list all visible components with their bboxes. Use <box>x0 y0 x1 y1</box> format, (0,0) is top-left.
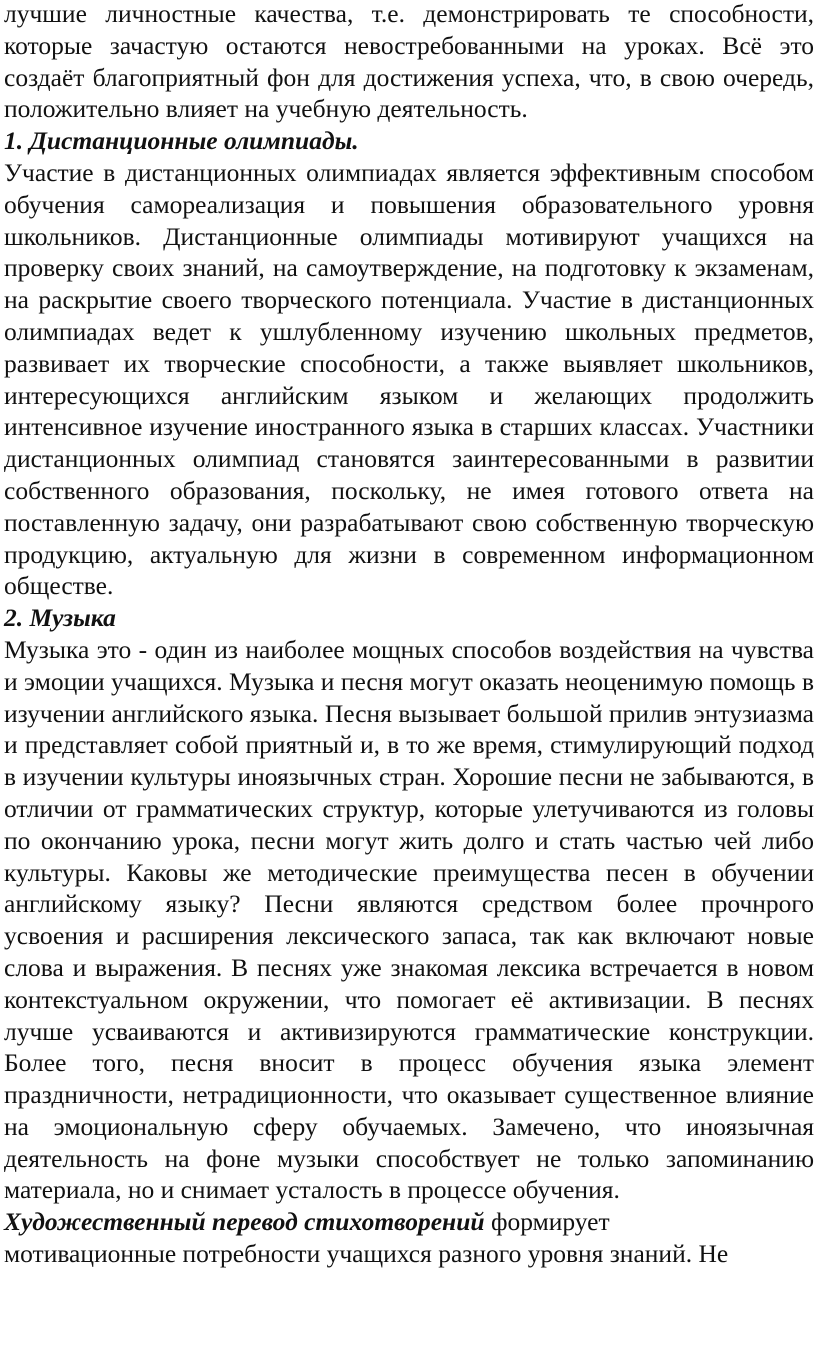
document-page <box>4 0 814 1270</box>
closing-text-line-1: формирует <box>490 1207 610 1237</box>
section-olympiads <box>4 125 814 602</box>
section-heading-music: 2. Музыка <box>4 603 116 633</box>
closing-line-1 <box>4 1206 814 1238</box>
section-heading-olympiads: 1. Дистанционные олимпиады. <box>4 126 359 156</box>
closing-text-line-2: мотивационные потребности учащихся разного уровня знаний. Не <box>4 1239 729 1269</box>
closing-lead: Художественный перевод стихотворений <box>4 1207 485 1237</box>
intro-paragraph: лучшие личностные качества, т.е. демонстрировать те способности, которые зачастую остаются невостребованными на уроках. Всё это создаёт благоприятный фон для достижения успеха, что, в свою очередь, положительно влияет на учебную деятельность. <box>4 0 814 124</box>
section-paragraph-music: Музыка это - один из наиболее мощных способов воздействия на чувства и эмоции учащихся. Музыка и песня могут оказать неоценимую помощь в изучении английского языка. Песня вызывает большой прилив энтузиазма и представляет собой приятный и, в то же время, стимулирующий подход в изучении культуры иноязычных стран. Хорошие песни не забываются, в отличии от грамматических структур, которые улетучиваются из головы по окончанию урока, песни могут жить долго и стать частью чей либо культуры. Каковы же методические преимущества песен в обучении английскому языку? Песни являются средством более прочнрого усвоения и расширения лексического запаса, так как включают новые слова и выражения. В песнях уже знакомая лексика встречается в новом контекстуальном окружении, что помогает её активизации. В песнях лучше усваиваются и активизируются грамматические конструкции. Более того, песня вносит в процесс обучения языка элемент праздничности, нетрадиционности, что оказывает существенное влияние на эмоциональную сферу обучаемых. Замечено, что иноязычная деятельность на фоне музыки способствует не только запоминанию материала, но и снимает усталость в процессе обучения. <box>4 634 814 1205</box>
closing-paragraph <box>4 1206 814 1270</box>
section-paragraph-olympiads: Участие в дистанционных олимпиадах является эффективным способом обучения самореализация и повышения образовательного уровня школьников. Дистанционные олимпиады мотивируют учащихся на проверку своих знаний, на самоутверждение, на подготовку к экзаменам, на раскрытие своего творческого потенциала. Участие в дистанционных олимпиадах ведет к ушлубленному изучению школьных предметов, развивает их творческие способности, а также выявляет школьников, интересующихся английским языком и желающих продолжить интенсивное изучение иностранного языка в старших классах. Участники дистанционных олимпиад становятся заинтересованными в развитии собственного образования, поскольку, не имея готового ответа на поставленную задачу, они разрабатывают свою собственную творческую продукцию, актуальную для жизни в современном информационном обществе. <box>4 157 814 601</box>
section-music <box>4 602 814 1206</box>
